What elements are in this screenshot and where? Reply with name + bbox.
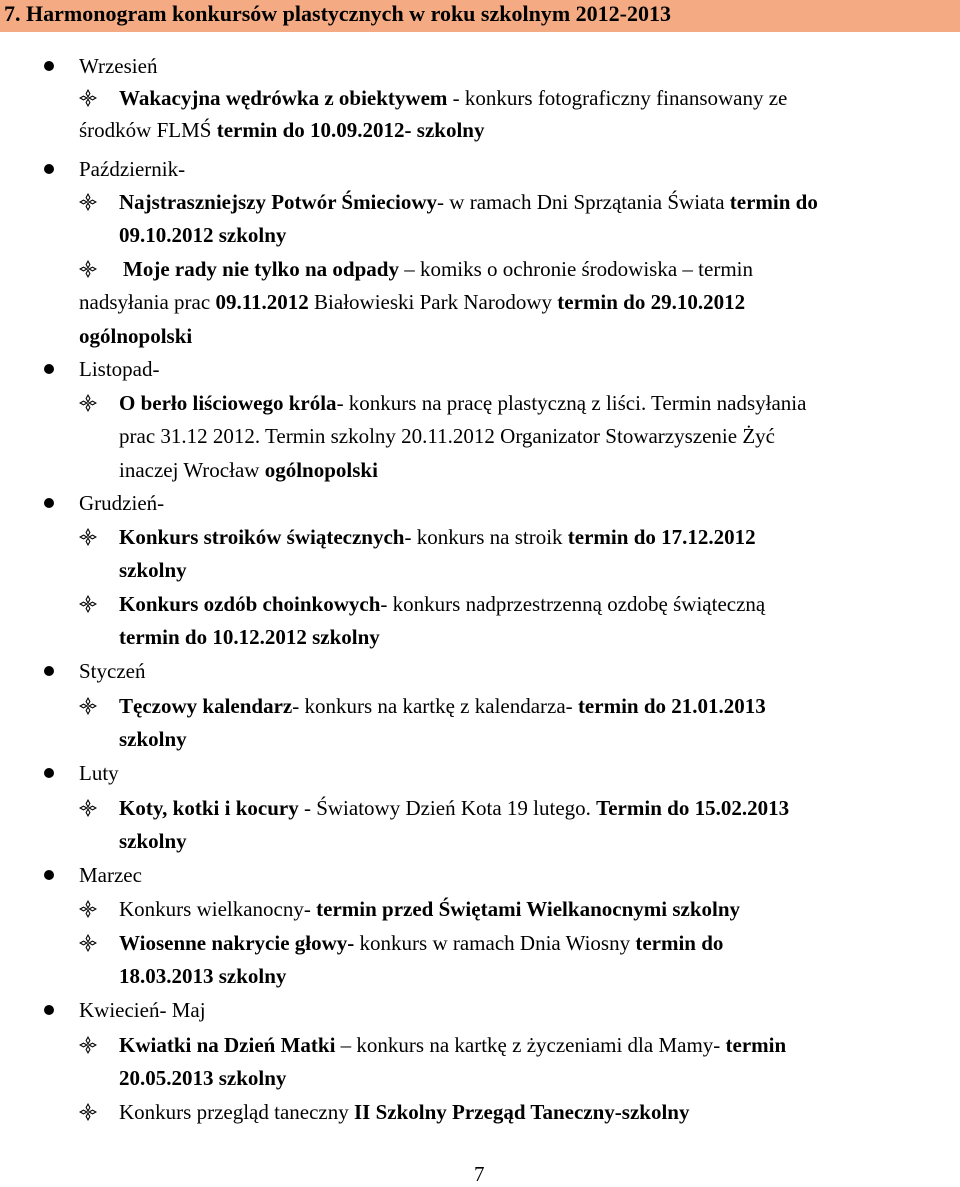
- page-number: 7: [474, 1162, 485, 1186]
- list-item-cont: szkolny: [119, 727, 187, 751]
- month-label: Styczeń: [79, 659, 146, 683]
- diamond-bullet-icon: [79, 89, 97, 107]
- diamond-bullet-icon: [79, 260, 97, 278]
- diamond-bullet-icon: [79, 193, 97, 211]
- diamond-bullet-icon: [79, 394, 97, 412]
- month-label: Wrzesień: [79, 54, 158, 78]
- month-label: Marzec: [79, 863, 142, 887]
- diamond-bullet-icon: [79, 1036, 97, 1054]
- bullet-icon: [44, 870, 54, 880]
- list-item: Konkurs przegląd taneczny II Szkolny Przegąd Taneczny-szkolny: [119, 1100, 690, 1124]
- list-item-cont: 09.10.2012 szkolny: [119, 223, 287, 247]
- list-item: Wiosenne nakrycie głowy- konkurs w ramach Dnia Wiosny termin do: [119, 931, 724, 955]
- section-heading: 7. Harmonogram konkursów plastycznych w roku szkolnym 2012-2013: [0, 0, 960, 32]
- list-item-cont: prac 31.12 2012. Termin szkolny 20.11.2012 Organizator Stowarzyszenie Żyć: [119, 424, 775, 448]
- diamond-bullet-icon: [79, 528, 97, 546]
- diamond-bullet-icon: [79, 799, 97, 817]
- list-item: Tęczowy kalendarz- konkurs na kartkę z kalendarza- termin do 21.01.2013: [119, 694, 766, 718]
- bullet-icon: [44, 498, 54, 508]
- list-item: Koty, kotki i kocury - Światowy Dzień Kota 19 lutego. Termin do 15.02.2013: [119, 796, 790, 820]
- list-item: Moje rady nie tylko na odpady – komiks o ochronie środowiska – termin: [123, 257, 753, 281]
- list-item: Kwiatki na Dzień Matki – konkurs na kartkę z życzeniami dla Mamy- termin: [119, 1033, 787, 1057]
- month-label: Luty: [79, 761, 119, 785]
- list-item: Wakacyjna wędrówka z obiektywem - konkurs fotograficzny finansowany ze: [119, 86, 788, 110]
- list-item-cont: ogólnopolski: [79, 324, 193, 348]
- bullet-icon: [44, 768, 54, 778]
- month-label: Kwiecień- Maj: [79, 998, 206, 1022]
- list-item-cont: szkolny: [119, 829, 187, 853]
- list-item-cont: termin do 10.12.2012 szkolny: [119, 625, 380, 649]
- month-label: Listopad-: [79, 357, 160, 381]
- diamond-bullet-icon: [79, 1103, 97, 1121]
- diamond-bullet-icon: [79, 934, 97, 952]
- bullet-icon: [44, 666, 54, 676]
- bullet-icon: [44, 61, 54, 71]
- list-item-cont: nadsyłania prac 09.11.2012 Białowieski Park Narodowy termin do 29.10.2012: [79, 290, 746, 314]
- bullet-icon: [44, 364, 54, 374]
- list-item-cont: 18.03.2013 szkolny: [119, 964, 287, 988]
- diamond-bullet-icon: [79, 697, 97, 715]
- month-label: Październik-: [79, 157, 186, 181]
- list-item: Konkurs wielkanocny- termin przed Świętami Wielkanocnymi szkolny: [119, 897, 741, 921]
- list-item-cont: inaczej Wrocław ogólnopolski: [119, 458, 378, 482]
- month-label: Grudzień-: [79, 491, 165, 515]
- list-item: O berło liściowego króla- konkurs na pracę plastyczną z liści. Termin nadsyłania: [119, 391, 807, 415]
- list-item: Konkurs stroików świątecznych- konkurs na stroik termin do 17.12.2012: [119, 525, 756, 549]
- bullet-icon: [44, 1005, 54, 1015]
- diamond-bullet-icon: [79, 900, 97, 918]
- diamond-bullet-icon: [79, 595, 97, 613]
- list-item-cont: 20.05.2013 szkolny: [119, 1066, 287, 1090]
- list-item-cont: środków FLMŚ termin do 10.09.2012- szkolny: [79, 118, 485, 142]
- list-item: Konkurs ozdób choinkowych- konkurs nadprzestrzenną ozdobę świąteczną: [119, 592, 766, 616]
- list-item: Najstraszniejszy Potwór Śmieciowy- w ramach Dni Sprzątania Świata termin do: [119, 190, 818, 214]
- list-item-cont: szkolny: [119, 558, 187, 582]
- bullet-icon: [44, 164, 54, 174]
